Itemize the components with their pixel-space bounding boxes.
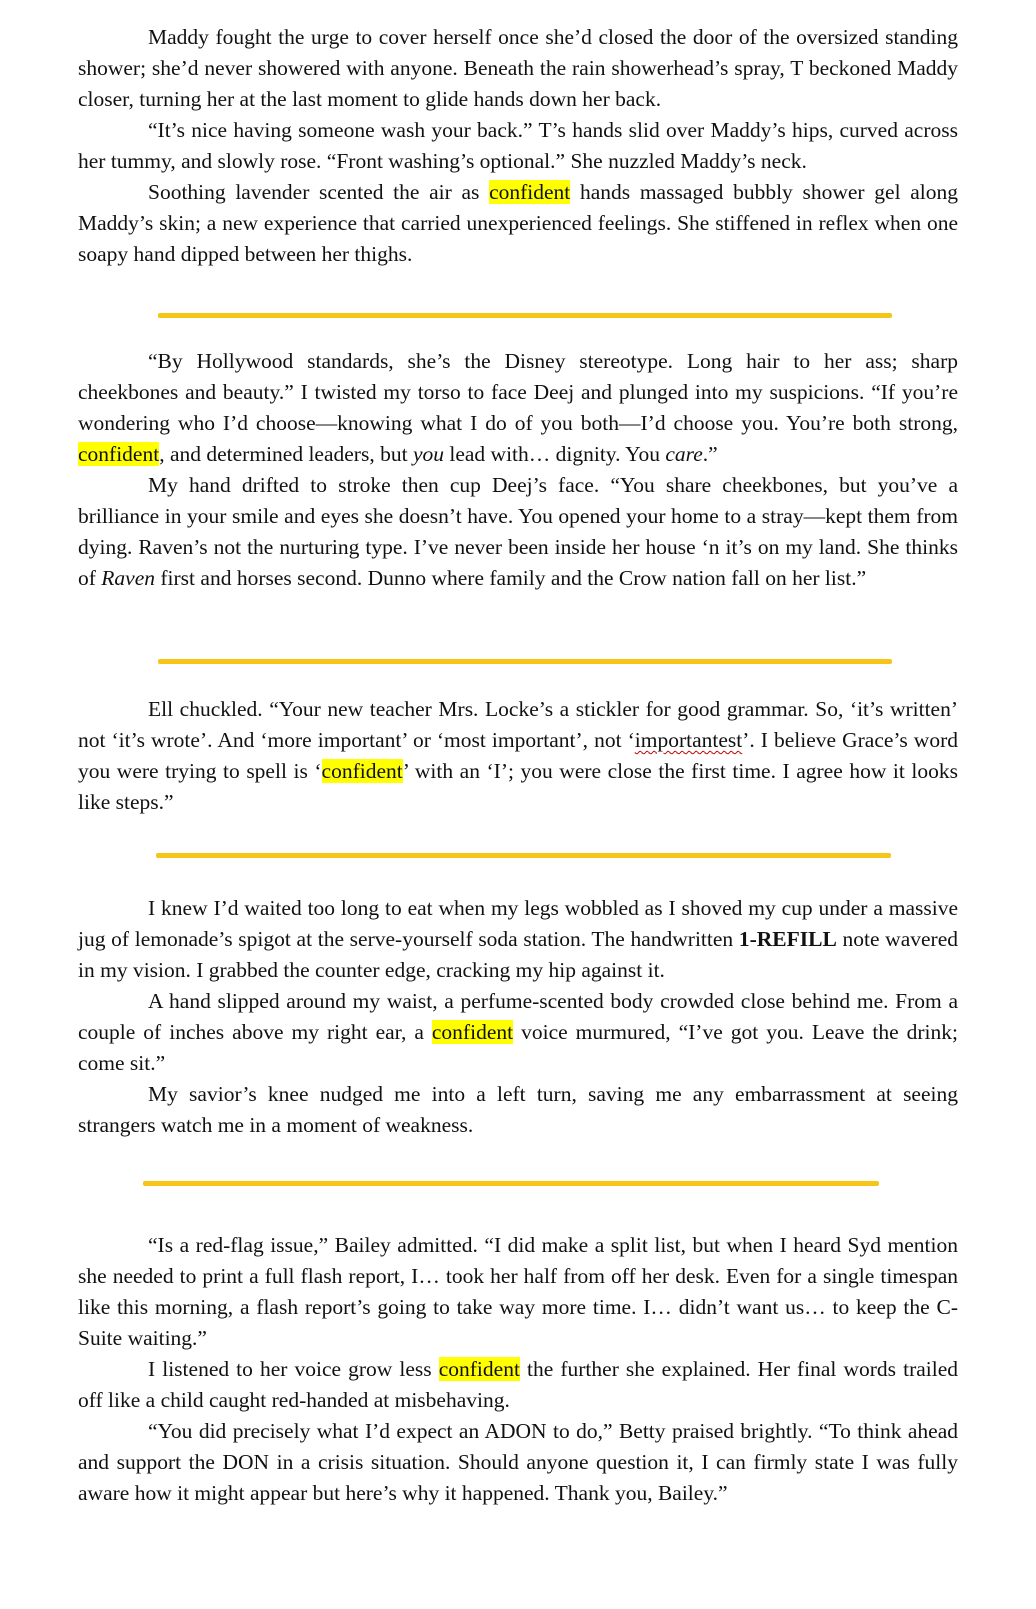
bold-text: 1-REFILL (738, 927, 837, 951)
paragraph (78, 177, 958, 270)
section-divider (143, 1181, 879, 1186)
text-run: hands massaged bubbly shower gel along Maddy’s skin; a new experience that carried unexperienced feelings. She stiffened in reflex when one soapy hand dipped between her thighs. (78, 180, 958, 266)
text-run: “By Hollywood standards, she’s the Disney stereotype. Long hair to her ass; sharp cheekbones and beauty.” I twisted my torso to face Deej and plunged into my suspicions. “If you’re wondering who I’d choose—knowing what I do of you both—I’d choose you. You’re both strong, (78, 349, 958, 435)
highlighted-word: confident (489, 180, 571, 204)
text-run: Soothing lavender scented the air as (148, 180, 490, 204)
text-run: My hand drifted to stroke then cup Deej’s face. “You share cheekbones, but you’ve a brilliance in your smile and eyes she doesn’t have. You opened your home to a stray—kept them from dying. Raven’s not the nurturing type. I’ve never been inside her house ‘n it’s on my land. She thinks of (78, 473, 958, 590)
paragraph (78, 1416, 958, 1509)
text-run: “Is a red-flag issue,” Bailey admitted. “I did make a split list, but when I heard Syd mention she needed to print a full flash report, I… took her half from off her desk. Even for a single timespan like this morning, a flash report’s going to take way more time. I… didn’t want us… to keep the C-Suite waiting.” (78, 1233, 958, 1350)
highlighted-word: confident (78, 442, 160, 466)
paragraph (78, 22, 958, 115)
excerpt-hollywood (78, 346, 958, 594)
paragraph (78, 694, 958, 818)
spellcheck-flagged-word[interactable]: importantest (634, 728, 743, 752)
paragraph (78, 346, 958, 470)
text-run: I listened to her voice grow less (148, 1357, 439, 1381)
text-run: ’ with an ‘I’; you were close the first time. I agree how it looks like steps.” (78, 759, 958, 814)
text-run: , and determined leaders, but (159, 442, 413, 466)
text-run: lead with… dignity. You (443, 442, 666, 466)
excerpt-flash-report (78, 1230, 958, 1509)
text-run: I knew I’d waited too long to eat when my legs wobbled as I shoved my cup under a massive jug of lemonade’s spigot at the serve-yourself soda station. The handwritten (78, 896, 958, 951)
paragraph (78, 893, 958, 986)
excerpt-grammar (78, 694, 958, 818)
highlighted-word: confident (438, 1357, 520, 1381)
section-divider (156, 853, 891, 858)
text-run: My savior’s knee nudged me into a left turn, saving me any embarrassment at seeing strangers watch me in a moment of weakness. (78, 1082, 958, 1137)
text-run: voice murmured, “I’ve got you. Leave the drink; come sit.” (78, 1020, 958, 1075)
italic-word: care (665, 442, 703, 466)
text-run: “You did precisely what I’d expect an ADON to do,” Betty praised brightly. “To think ahead and support the DON in a crisis situation. Should anyone question it, I can firmly state I was fully aware how it might appear but here’s why it happened. Thank you, Bailey.” (78, 1419, 958, 1505)
excerpt-shower (78, 22, 958, 270)
section-divider (158, 313, 892, 318)
text-run: ’. I believe Grace’s word you were trying to spell is ‘ (78, 728, 958, 783)
text-run: the further she explained. Her final words trailed off like a child caught red-handed at misbehaving. (78, 1357, 959, 1412)
text-run: Maddy fought the urge to cover herself once she’d closed the door of the oversized standing shower; she’d never showered with anyone. Beneath the rain showerhead’s spray, T beckoned Maddy closer, turning her at the last moment to glide hands down her back. (78, 25, 958, 111)
excerpt-lemonade (78, 893, 958, 1141)
text-run: note wavered in my vision. I grabbed the counter edge, cracking my hip against it. (78, 927, 958, 982)
paragraph (78, 1079, 958, 1141)
text-run: first and horses second. Dunno where family and the Crow nation fall on her list.” (155, 566, 867, 590)
paragraph (78, 1354, 958, 1416)
text-run: “It’s nice having someone wash your back.” T’s hands slid over Maddy’s hips, curved across her tummy, and slowly rose. “Front washing’s optional.” She nuzzled Maddy’s neck. (78, 118, 958, 173)
text-run: .” (702, 442, 718, 466)
paragraph (78, 470, 958, 594)
text-run: A hand slipped around my waist, a perfume-scented body crowded close behind me. From a couple of inches above my right ear, a (78, 989, 958, 1044)
paragraph (78, 1230, 958, 1354)
text-run: Ell chuckled. “Your new teacher Mrs. Locke’s a stickler for good grammar. So, ‘it’s written’ not ‘it’s wrote’. And ‘more important’ or ‘most important’, not ‘ (78, 697, 958, 752)
highlighted-word: confident (321, 759, 403, 783)
section-divider (158, 659, 892, 664)
highlighted-word: confident (431, 1020, 514, 1044)
italic-word: you (412, 442, 444, 466)
paragraph (78, 986, 958, 1079)
paragraph (78, 115, 958, 177)
italic-word: Raven (101, 566, 156, 590)
